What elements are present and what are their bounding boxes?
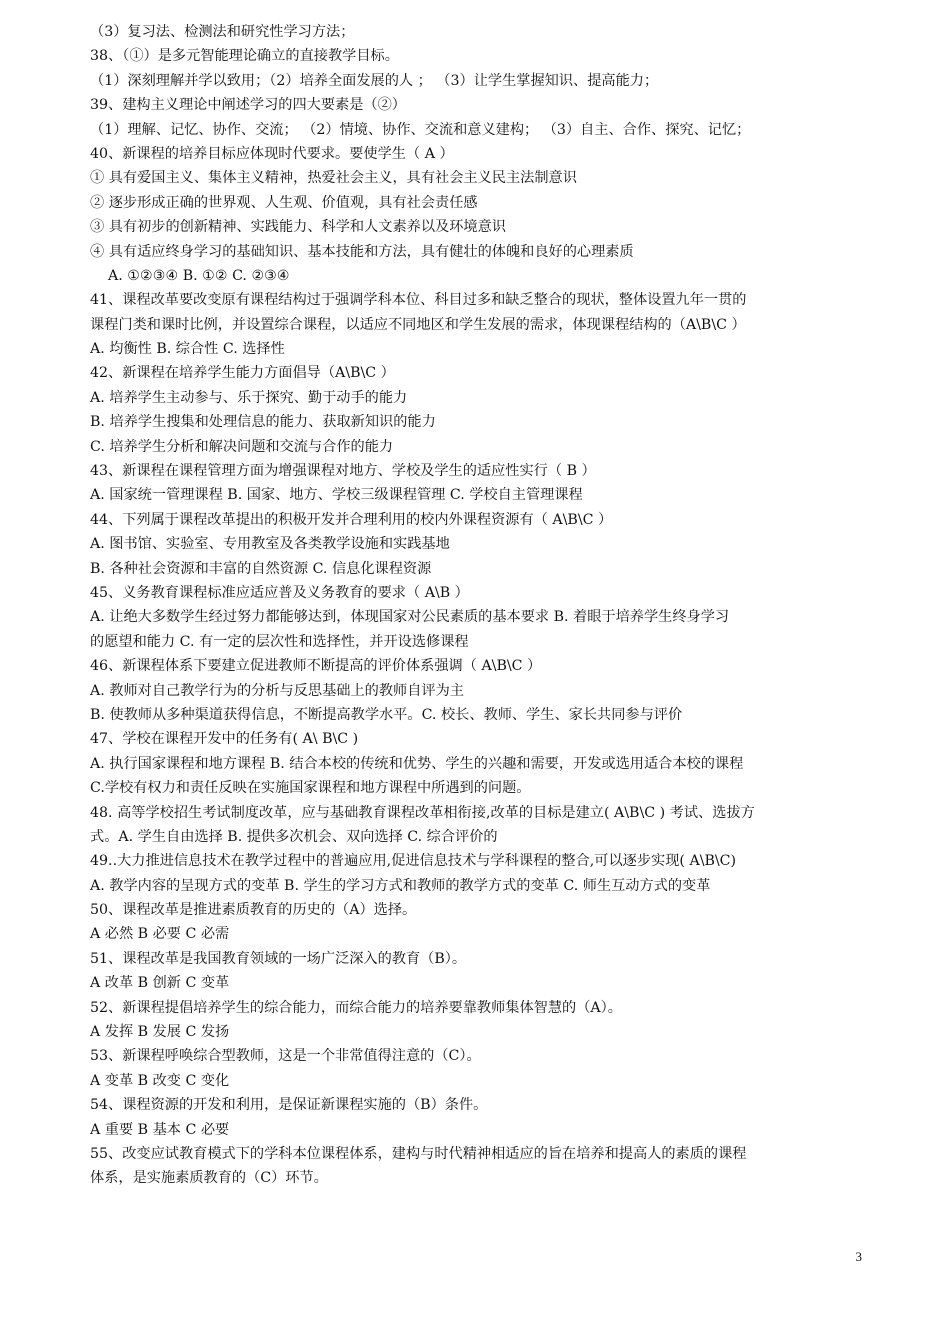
text-line: B. 培养学生搜集和处理信息的能力、获取新知识的能力 bbox=[90, 414, 436, 431]
text-line: A. 教学内容的呈现方式的变革 B. 学生的学习方式和教师的教学方式的变革 C. 师生互动方式的变革 bbox=[90, 877, 711, 894]
text-line: ④ 具有适应终身学习的基础知识、基本技能和方法，具有健壮的体魄和良好的心理素质 bbox=[90, 243, 634, 260]
text-line: 48. 高等学校招生考试制度改革，应与基础教育课程改革相衔接,改革的目标是建立( A\B\C ) 考试、选拔方 bbox=[90, 804, 755, 821]
text-line: 52、新课程提倡培养学生的综合能力，而综合能力的培养要靠教师集体智慧的（A）。 bbox=[90, 999, 622, 1016]
text-line: A 重要 B 基本 C 必要 bbox=[90, 1121, 230, 1138]
text-line: ③ 具有初步的创新精神、实践能力、科学和人文素养以及环境意识 bbox=[90, 219, 506, 236]
text-line: 44、下列属于课程改革提出的积极开发并合理利用的校内外课程资源有（ A\B\C ） bbox=[90, 511, 613, 528]
text-line: 51、课程改革是我国教育领域的一场广泛深入的教育（B）。 bbox=[90, 950, 467, 967]
page-number: 3 bbox=[855, 1249, 862, 1264]
text-line: 50、课程改革是推进素质教育的历史的（A）选择。 bbox=[90, 902, 417, 919]
document-body bbox=[90, 20, 865, 1191]
text-line: （3）复习法、检测法和研究性学习方法； bbox=[90, 24, 355, 40]
text-line: A 改革 B 创新 C 变革 bbox=[90, 975, 230, 992]
text-line: A. 教师对自己教学行为的分析与反思基础上的教师自评为主 bbox=[90, 682, 464, 699]
text-line: 体系，是实施素质教育的（C）环节。 bbox=[90, 1170, 328, 1187]
text-line: ① 具有爱国主义、集体主义精神，热爱社会主义，具有社会主义民主法制意识 bbox=[90, 170, 577, 187]
text-line: A 发挥 B 发展 C 发扬 bbox=[90, 1024, 230, 1041]
text-line: A 变革 B 改变 C 变化 bbox=[90, 1072, 230, 1089]
text-line: C. 培养学生分析和解决问题和交流与合作的能力 bbox=[90, 438, 394, 455]
text-line: A. 培养学生主动参与、乐于探究、勤于动手的能力 bbox=[90, 389, 408, 406]
text-line: 40、新课程的培养目标应体现时代要求。要使学生（ A ） bbox=[90, 145, 454, 162]
text-line: 47、学校在课程开发中的任务有( A\ B\C ) bbox=[90, 731, 359, 748]
text-line: 53、新课程呼唤综合型教师，这是一个非常值得注意的（C）。 bbox=[90, 1048, 481, 1065]
text-line: 46、新课程体系下要建立促进教师不断提高的评价体系强调（ A\B\C ） bbox=[90, 658, 542, 675]
text-line: 54、课程资源的开发和利用，是保证新课程实施的（B）条件。 bbox=[90, 1097, 488, 1114]
text-line: A. 让绝大多数学生经过努力都能够达到，体现国家对公民素质的基本要求 B. 着眼于培养学生终身学习 bbox=[90, 609, 730, 626]
text-line: A 必然 B 必要 C 必需 bbox=[90, 926, 230, 943]
text-line: 38、（①）是多元智能理论确立的直接教学目标。 bbox=[90, 48, 399, 65]
text-line: 42、新课程在培养学生能力方面倡导（A\B\C ） bbox=[90, 365, 395, 382]
text-line: 55、改变应试教育模式下的学科本位课程体系，建构与时代精神相适应的旨在培养和提高人的素质的课程 bbox=[90, 1145, 747, 1162]
text-line: A. ①②③④ B. ①② C. ②③④ bbox=[90, 267, 290, 284]
text-line: B. 使教师从多种渠道获得信息，不断提高教学水平。C. 校长、教师、学生、家长共同参与评价 bbox=[90, 706, 683, 723]
text-line: （1）理解、记忆、协作、交流； （2）情境、协作、交流和意义建构； （3）自主、合作、探究、记忆； bbox=[90, 121, 751, 138]
text-line: 43、新课程在课程管理方面为增强课程对地方、学校及学生的适应性实行（ B ） bbox=[90, 463, 596, 480]
text-line: C.学校有权力和责任反映在实施国家课程和地方课程中所遇到的问题。 bbox=[90, 780, 531, 797]
text-line: A. 国家统一管理课程 B. 国家、地方、学校三级课程管理 C. 学校自主管理课程 bbox=[90, 487, 583, 504]
text-line: 45、义务教育课程标准应适应普及义务教育的要求（ A\B ） bbox=[90, 584, 469, 601]
text-line: 49..大力推进信息技术在教学过程中的普遍应用,促进信息技术与学科课程的整合,可以逐步实现( A\B\C) bbox=[90, 853, 737, 870]
text-line: 课程门类和课时比例，并设置综合课程，以适应不同地区和学生发展的需求，体现课程结构的（A\B\C ） bbox=[90, 316, 746, 333]
text-line: B. 各种社会资源和丰富的自然资源 C. 信息化课程资源 bbox=[90, 560, 432, 577]
text-line: A. 均衡性 B. 综合性 C. 选择性 bbox=[90, 341, 285, 358]
text-line: 39、建构主义理论中阐述学习的四大要素是（②） bbox=[90, 97, 406, 114]
text-line: A. 执行国家课程和地方课程 B. 结合本校的传统和优势、学生的兴趣和需要，开发或选用适合本校的课程 bbox=[90, 755, 744, 772]
text-line: 式。A. 学生自由选择 B. 提供多次机会、双向选择 C. 综合评价的 bbox=[90, 828, 498, 845]
text-line: A. 图书馆、实验室、专用教室及各类教学设施和实践基地 bbox=[90, 536, 450, 553]
text-line: 的愿望和能力 C. 有一定的层次性和选择性，并开设选修课程 bbox=[90, 633, 469, 650]
text-line: ② 逐步形成正确的世界观、人生观、价值观，具有社会责任感 bbox=[90, 194, 478, 211]
text-line: （1）深刻理解并学以致用；（2）培养全面发展的人 ； （3）让学生掌握知识、提高能力； bbox=[90, 72, 659, 89]
text-line: 41、课程改革要改变原有课程结构过于强调学科本位、科目过多和缺乏整合的现状，整体设置九年一贯的 bbox=[90, 292, 747, 309]
